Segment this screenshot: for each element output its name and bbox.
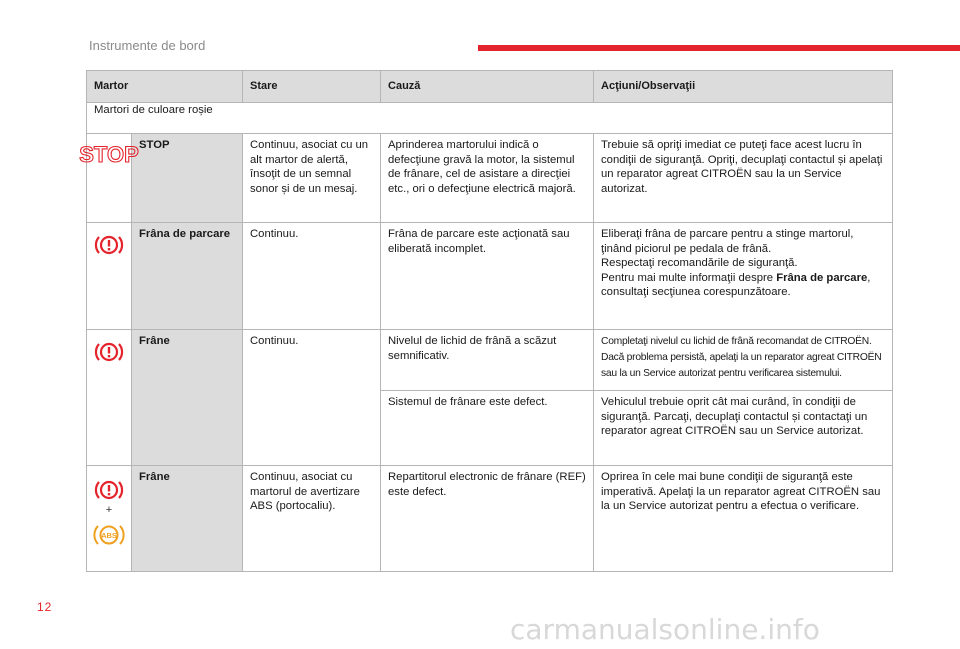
svg-text:STOP: STOP <box>79 142 139 167</box>
action-line: Respectaţi recomandările de siguranţă. <box>601 257 798 270</box>
col-header-martor: Martor <box>87 71 243 103</box>
icon-cell <box>79 134 139 223</box>
warning-lights-table <box>79 70 893 572</box>
state-cell: Continuu, asociat cu martorul de avertizare ABS (portocaliu). <box>243 466 381 572</box>
state-cell: Continuu. <box>243 330 381 466</box>
action-line: Eliberaţi frâna de parcare pentru a stinge martorul, ţinând piciorul pe pedala de frână. <box>601 228 854 255</box>
table-row <box>87 466 893 572</box>
abs-icon <box>93 522 125 548</box>
table-header-row <box>87 71 893 103</box>
action-cell <box>594 223 893 330</box>
action-line: , consultaţi secţiunea corespunzătoare. <box>601 271 871 299</box>
warning-name: Frâne <box>132 330 243 466</box>
icon-cell <box>87 223 132 330</box>
col-header-stare: Stare <box>243 71 381 103</box>
svg-text:ABS: ABS <box>101 531 117 540</box>
cause-cell: Frâna de parcare este acţionată sau eliberată incomplet. <box>381 223 594 330</box>
col-header-cauza: Cauză <box>381 71 594 103</box>
watermark: carmanualsonline.info <box>510 613 820 646</box>
icon-cell <box>87 330 132 466</box>
category-row <box>87 103 893 134</box>
action-link-text: Frâna de parcare <box>776 271 868 284</box>
plus-sign: + <box>105 504 113 516</box>
brake-icon <box>94 478 124 502</box>
section-title: Instrumente de bord <box>89 38 206 53</box>
cause-cell: Sistemul de frânare este defect. <box>381 391 594 466</box>
action-cell: Oprirea în cele mai bune condiţii de siguranţă este imperativă. Apelaţi la un reparator agreat CITROËN sau la un Service autorizat pentru a efectua o verificare. <box>594 466 893 572</box>
cause-cell: Nivelul de lichid de frână a scăzut semnificativ. <box>381 330 594 391</box>
warning-name: Frâna de parcare <box>132 223 243 330</box>
icon-cell <box>87 466 132 572</box>
cause-cell: Repartitorul electronic de frânare (REF) este defect. <box>381 466 594 572</box>
page-number: 12 <box>37 600 53 614</box>
action-cell: Vehiculul trebuie oprit cât mai curând, în condiţii de siguranţă. Parcaţi, decuplaţi contactul și contactaţi un reparator agreat CITROËN sau un Service autorizat. <box>594 391 893 466</box>
category-label: Martori de culoare roșie <box>87 103 893 134</box>
table-row <box>87 330 893 391</box>
action-line: Pentru mai multe informaţii despre <box>601 271 777 284</box>
warning-name: Frâne <box>132 466 243 572</box>
parking-brake-icon <box>94 233 124 257</box>
state-cell: Continuu. <box>243 223 381 330</box>
table-row <box>87 223 893 330</box>
warning-name: STOP <box>132 134 243 223</box>
action-cell: Completaţi nivelul cu lichid de frână recomandat de CITROËN. Dacă problema persistă, apelaţi la un reparator agreat CITROËN sau la un Service autorizat pentru verificarea sistemului. <box>594 330 893 391</box>
col-header-actiuni: Acţiuni/Observaţii <box>594 71 893 103</box>
table-row <box>87 134 893 223</box>
cause-cell: Aprinderea martorului indică o defecţiune gravă la motor, la sistemul de frânare, cel de asistare a direcţiei etc., ori o defecţiune electrică majoră. <box>381 134 594 223</box>
stop-icon <box>79 142 139 167</box>
action-cell: Trebuie să opriţi imediat ce puteţi face acest lucru în condiţii de siguranţă. Opriţi, decuplaţi contactul și apelaţi un reparator agreat CITROËN sau la un Service autorizat. <box>594 134 893 223</box>
header-accent-bar <box>478 45 960 51</box>
brake-icon <box>94 340 124 364</box>
state-cell: Continuu, asociat cu un alt martor de alertă, însoţit de un semnal sonor și de un mesaj. <box>243 134 381 223</box>
